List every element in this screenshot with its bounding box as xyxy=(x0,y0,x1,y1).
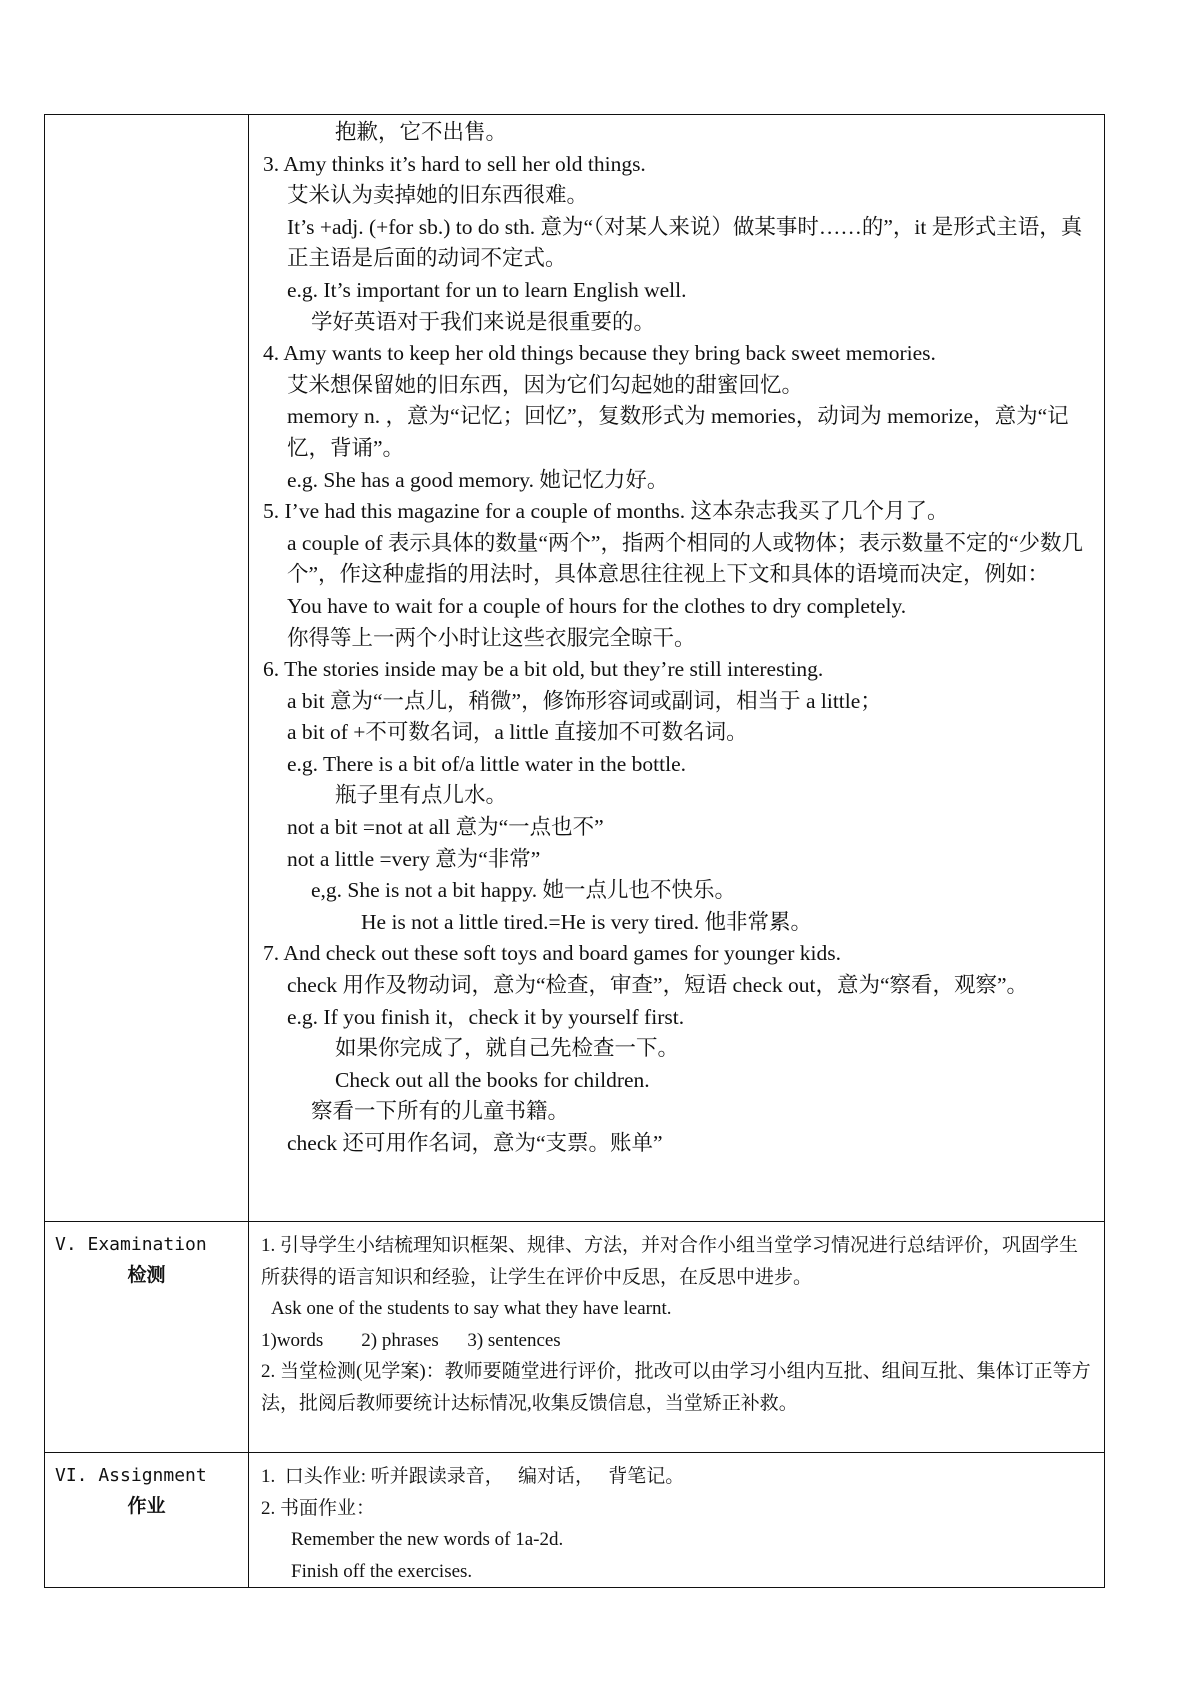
table-row xyxy=(45,1453,1105,1588)
list-item: You have to wait for a couple of hours for the clothes to dry completely. xyxy=(287,593,907,618)
list-item: check 还可用作名词，意为“支票。账单” xyxy=(287,1131,663,1155)
examination-label-cell xyxy=(45,1222,249,1453)
list-item: Remember the new words of 1a-2d. xyxy=(291,1529,564,1551)
list-item: 艾米认为卖掉她的旧东西很难。 xyxy=(287,183,589,208)
assignment-label-cell xyxy=(45,1453,249,1588)
list-item: 4. Amy wants to keep her old things because they bring back sweet memories. xyxy=(263,341,936,366)
list-item: 察看一下所有的儿童书籍。 xyxy=(311,1099,570,1124)
list-item: 3. Amy thinks it’s hard to sell her old things. xyxy=(263,151,646,176)
list-item: check 用作及物动词，意为“检查，审查”，短语 check out，意为“察看，观察”。 xyxy=(287,973,1029,998)
list-item: 瓶子里有点儿水。 xyxy=(335,783,508,808)
list-item: 5. I’ve had this magazine for a couple of months. 这本杂志我买了几个月了。 xyxy=(263,499,949,524)
list-item: Check out all the books for children. xyxy=(335,1067,650,1092)
section-label: VI. Assignment xyxy=(55,1465,207,1486)
examination-content-cell xyxy=(249,1222,1105,1453)
list-item: Ask one of the students to say what they have learnt. xyxy=(271,1298,672,1320)
list-item: 抱歉，它不出售。 xyxy=(335,120,508,144)
list-item: not a little =very 意为“非常” xyxy=(287,846,541,871)
assignment-content-cell xyxy=(249,1453,1105,1588)
section-label-cn: 检测 xyxy=(127,1264,166,1286)
empty-label-cell xyxy=(45,115,249,1222)
list-item: He is not a little tired.=He is very tired. 他非常累。 xyxy=(361,909,812,934)
list-item: not a bit =not at all 意为“一点也不” xyxy=(287,815,604,840)
list-item: It’s +adj. (+for sb.) to do sth. 意为“（对某人来说）做某事时……的”，it 是形式主语，真正主语是后面的动词不定式。 xyxy=(287,214,1083,271)
list-item: a bit 意为“一点儿，稍微”，修饰形容词或副词，相当于 a little； xyxy=(287,688,882,713)
list-item: 2. 书面作业： xyxy=(261,1497,376,1519)
list-item: 艾米想保留她的旧东西，因为它们勾起她的甜蜜回忆。 xyxy=(287,372,804,397)
table-row xyxy=(45,1222,1105,1453)
section-label: V. Examination xyxy=(55,1234,207,1255)
list-item: 你得等上一两个小时让这些衣服完全晾干。 xyxy=(287,625,696,650)
list-item: 1)words 2) phrases 3) sentences xyxy=(261,1329,561,1351)
list-item: memory n. ，意为“记忆；回忆”，复数形式为 memories，动词为 memorize，意为“记忆，背诵”。 xyxy=(287,404,1069,460)
list-item: e.g. If you finish it，check it by yourself first. xyxy=(287,1004,685,1029)
list-item: e.g. There is a bit of/a little water in the bottle. xyxy=(287,751,687,776)
list-item: 1. 口头作业: 听并跟读录音， 编对话， 背笔记。 xyxy=(261,1466,685,1487)
lesson-plan-table xyxy=(44,114,1105,1588)
list-item: e.g. She has a good memory. 她记忆力好。 xyxy=(287,467,669,492)
list-item: e,g. She is not a bit happy. 她一点儿也不快乐。 xyxy=(311,878,736,903)
list-item: 1. 引导学生小结梳理知识框架、规律、方法，并对合作小组当堂学习情况进行总结评价，巩固学生所获得的语言知识和经验，让学生在评价中反思，在反思中进步。 xyxy=(261,1235,1079,1288)
list-item: a bit of +不可数名词，a little 直接加不可数名词。 xyxy=(287,720,748,745)
list-item: 学好英语对于我们来说是很重要的。 xyxy=(311,309,656,334)
section-label-cn: 作业 xyxy=(127,1495,166,1517)
list-item: 如果你完成了，就自己先检查一下。 xyxy=(335,1036,680,1061)
list-item: 6. The stories inside may be a bit old, but they’re still interesting. xyxy=(263,657,824,682)
list-item: e.g. It’s important for un to learn English well. xyxy=(287,277,687,302)
list-item: 7. And check out these soft toys and board games for younger kids. xyxy=(263,941,841,966)
list-item: Finish off the exercises. xyxy=(291,1560,473,1582)
list-item: a couple of 表示具体的数量“两个”，指两个相同的人或物体；表示数量不定的“少数几个”，作这种虚指的用法时，具体意思往往视上下文和具体的语境而决定，例如： xyxy=(287,530,1084,587)
list-item: 2. 当堂检测(见学案)：教师要随堂进行评价，批改可以由学习小组内互批、组间互批、集体订正等方法，批阅后教师要统计达标情况,收集反馈信息，当堂矫正补救。 xyxy=(261,1361,1091,1414)
table-row xyxy=(45,115,1105,1222)
language-points-cell xyxy=(249,115,1105,1222)
